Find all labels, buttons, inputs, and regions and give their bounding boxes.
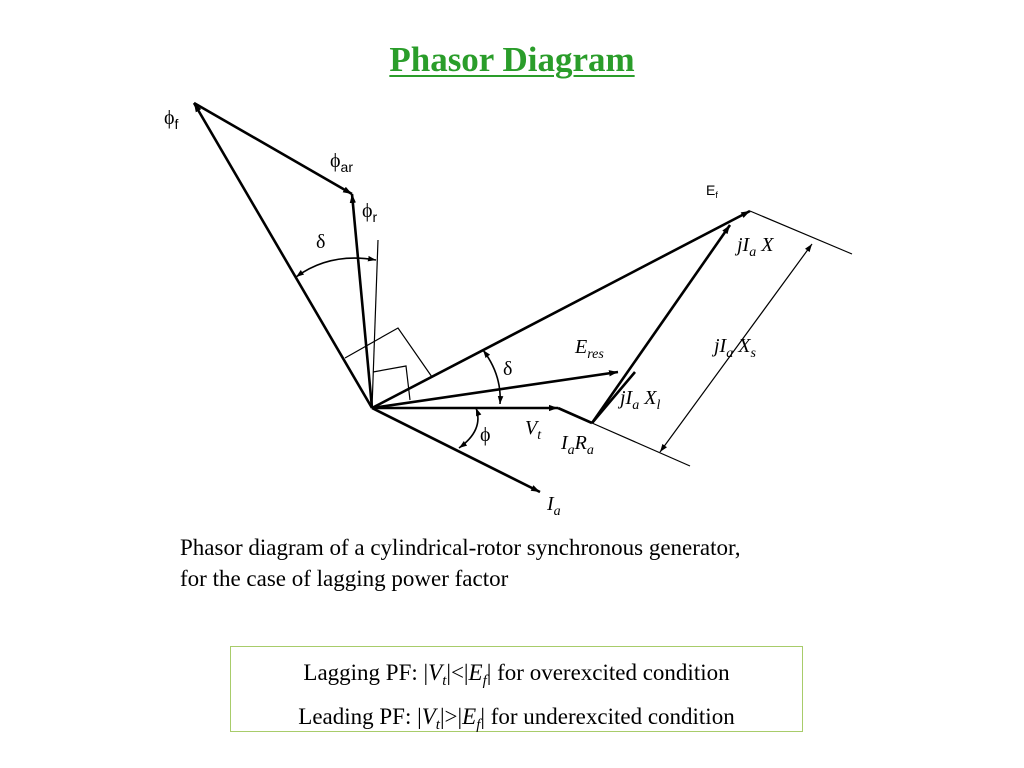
label-delta-mid: δ [503, 358, 513, 380]
phi-r-vector [352, 194, 372, 408]
label-phi-angle: ϕ [480, 424, 491, 446]
label-v-t: $V_t$ [525, 417, 542, 443]
label-ia-ra: $I_aR_a$ [561, 432, 594, 458]
power-factor-note-box [230, 646, 803, 732]
page-title: Phasor Diagram [389, 40, 635, 79]
phi-f-vector [194, 103, 372, 408]
label-i-a: $I_a$ [547, 493, 561, 519]
e-f-vector [372, 211, 750, 408]
label-phi-r: $\phi_r$ [362, 200, 378, 225]
label-delta-top: δ [316, 231, 326, 253]
figure-caption [180, 532, 920, 594]
label-jia-x: $jI_a$ X [737, 234, 774, 260]
label-phi-f: $\phi_f$ [164, 107, 179, 132]
label-phi-ar: $\phi_{ar}$ [330, 150, 353, 175]
lagging-pf-line: Lagging PF: $|V_t|<|E_f|$ for overexcited condition [303, 660, 730, 689]
label-jia-xs: $jI_a$ $X_s$ [714, 335, 756, 361]
label-e-f: $E_f$ [706, 182, 718, 200]
leading-pf-line: Leading PF: $|V_t|>|E_f|$ for underexcited condition [298, 704, 735, 733]
caption-line-2: for the case of lagging power factor [180, 566, 509, 591]
right-angle-inner [373, 366, 410, 400]
phi-r-extension [372, 240, 378, 408]
delta-arc-mid [483, 350, 500, 404]
jia-x-vector [592, 225, 730, 423]
v-t-perpendicular [592, 423, 690, 466]
ia-ra-vector [558, 408, 592, 423]
delta-arc-top [296, 258, 376, 277]
label-e-res: $E_{res}$ [575, 336, 604, 362]
i-a-vector [372, 408, 540, 492]
caption-line-1: Phasor diagram of a cylindrical-rotor synchronous generator, [180, 535, 741, 560]
phi-ar-vector [194, 103, 352, 194]
phi-arc [459, 408, 478, 448]
label-jia-xl: $jI_a$ $X_l$ [620, 387, 661, 413]
